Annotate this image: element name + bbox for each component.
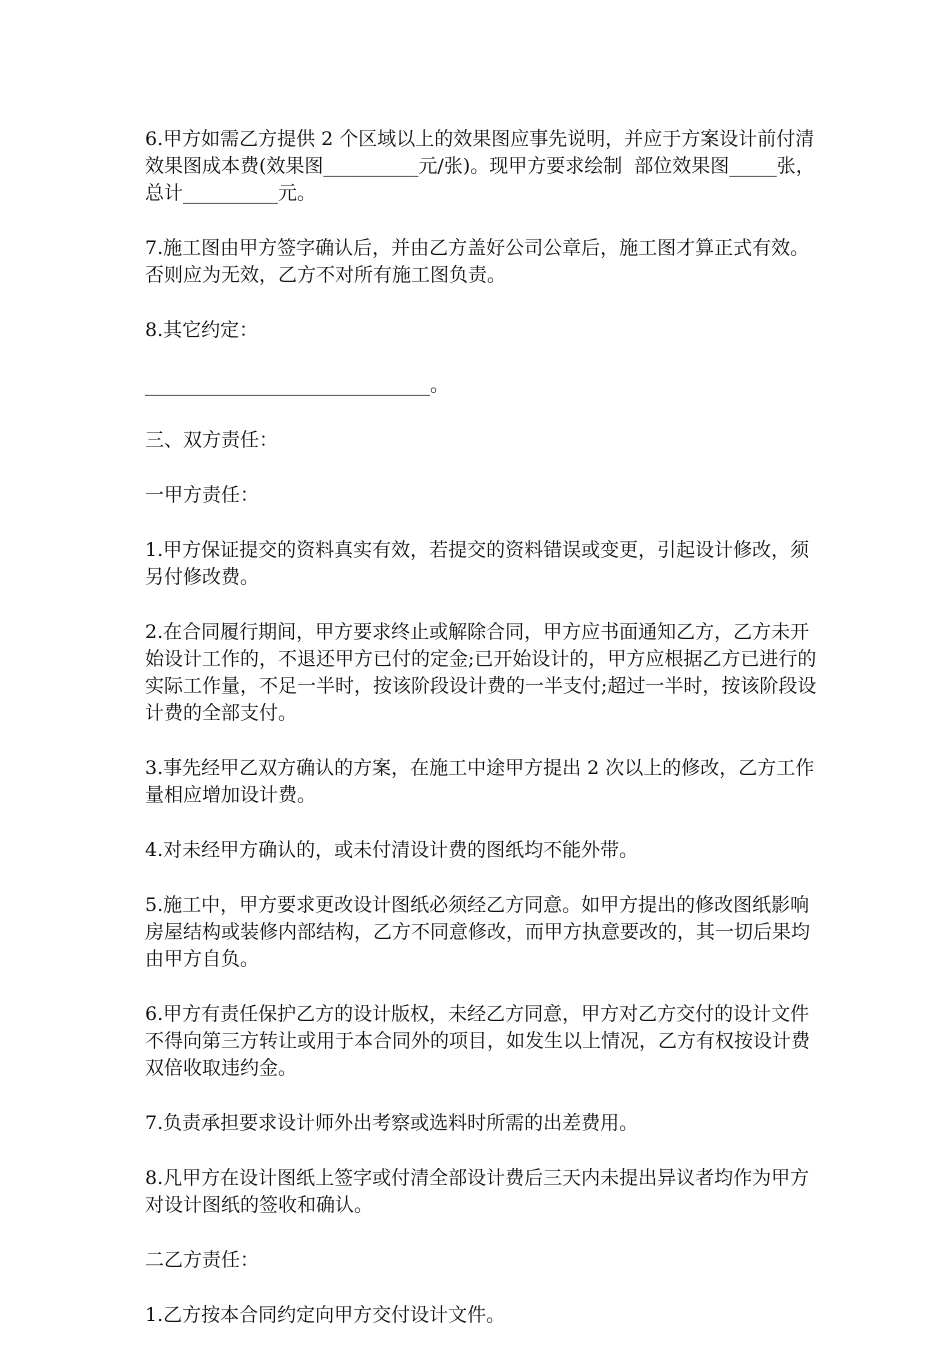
- clause-7-construction-drawings: 7.施工图由甲方签字确认后，并由乙方盖好公司公章后，施工图才算正式有效。否则应为无效，乙方不对所有施工图负责。: [145, 237, 810, 286]
- party-a-clause-7: 7.负责承担要求设计师外出考察或选料时所需的出差费用。: [145, 1112, 639, 1134]
- party-a-clause-1: 1.甲方保证提交的资料真实有效，若提交的资料错误或变更，引起设计修改，须另付修改费。: [145, 539, 810, 588]
- clause-8-other-agreements: 8.其它约定：: [145, 319, 259, 341]
- party-a-clause-3: 3.事先经甲乙双方确认的方案，在施工中途甲方提出 2 次以上的修改，乙方工作量相应增加设计费。: [145, 757, 815, 806]
- document-body: [145, 126, 817, 1357]
- other-agreements-blank-line: ______________________________。: [145, 374, 450, 396]
- party-a-clause-5: 5.施工中，甲方要求更改设计图纸必须经乙方同意。如甲方提出的修改图纸影响房屋结构或装修内部结构，乙方不同意修改，而甲方执意要改的，其一切后果均由甲方自负。: [145, 894, 811, 970]
- party-a-clause-6: 6.甲方有责任保护乙方的设计版权，未经乙方同意，甲方对乙方交付的设计文件不得向第三方转让或用于本合同外的项目，如发生以上情况，乙方有权按设计费双倍收取违约金。: [145, 1003, 811, 1079]
- subheading-party-a: 一甲方责任：: [145, 484, 260, 506]
- party-a-clause-8: 8.凡甲方在设计图纸上签字或付清全部设计费后三天内未提出异议者均作为甲方对设计图纸的签收和确认。: [145, 1167, 810, 1216]
- party-a-clause-4: 4.对未经甲方确认的，或未付清设计费的图纸均不能外带。: [145, 839, 639, 861]
- subheading-party-b: 二乙方责任：: [145, 1249, 260, 1271]
- party-b-clause-1: 1.乙方按本合同约定向甲方交付设计文件。: [145, 1304, 506, 1326]
- clause-6-effect-drawings: 6.甲方如需乙方提供 2 个区域以上的效果图应事先说明，并应于方案设计前付清效果图成本费(效果图__________元/张)。现甲方要求绘制 部位效果图_____张，总计__________元。: [145, 128, 815, 204]
- section-heading-responsibilities: 三、双方责任：: [145, 429, 279, 451]
- party-a-clause-2: 2.在合同履行期间，甲方要求终止或解除合同，甲方应书面通知乙方，乙方未开始设计工作的，不退还甲方已付的定金;已开始设计的，甲方应根据乙方已进行的实际工作量，不足一半时，按该阶段设计费的一半支付;超过一半时，按该阶段设计费的全部支付。: [145, 621, 817, 724]
